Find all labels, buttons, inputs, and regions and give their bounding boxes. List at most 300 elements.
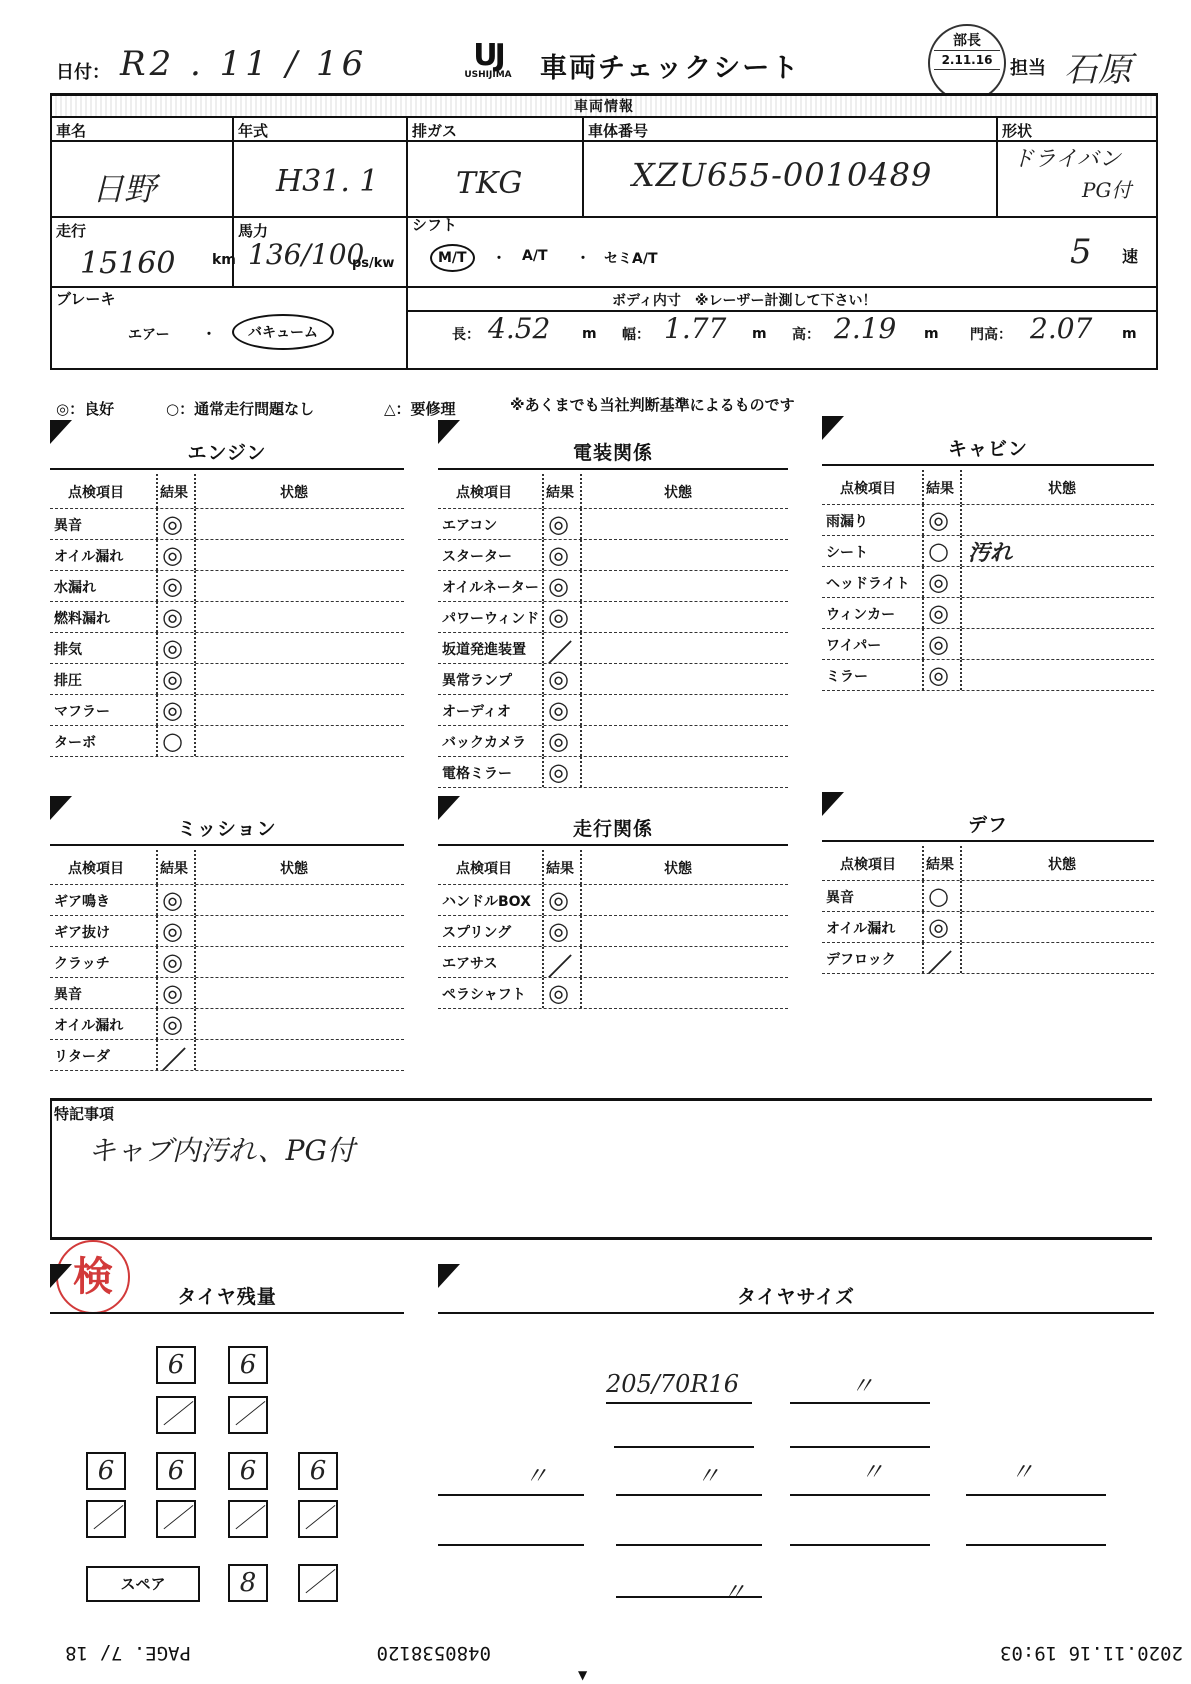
feed-marker-icon: ▼ — [578, 1668, 588, 1682]
result-mark: ◎ — [928, 912, 949, 941]
cabin-header — [822, 438, 1154, 466]
cabin-row — [822, 567, 1154, 598]
height-value: 2.19 — [834, 312, 897, 345]
result-mark: ○ — [162, 726, 183, 755]
inspection-item-label: オイル漏れ — [826, 921, 896, 937]
column-result: 結果 — [160, 485, 188, 501]
tire-size-line-6 — [616, 1494, 762, 1496]
result-mark: ◎ — [162, 885, 183, 914]
result-cell — [922, 567, 962, 597]
tire-rear-inner-2-value: ／ — [162, 1504, 189, 1534]
result-cell — [542, 509, 582, 539]
result-mark: ◎ — [162, 978, 183, 1007]
result-mark: ◎ — [548, 916, 569, 945]
tire-size-line-7 — [790, 1494, 930, 1496]
mission-row — [50, 978, 404, 1009]
tire-front-left — [156, 1346, 196, 1384]
inspection-item-label: ギア鳴き — [54, 894, 110, 910]
tire-size-line-5 — [438, 1494, 584, 1496]
vehicle-info-table — [50, 93, 1158, 370]
running-header — [438, 818, 788, 846]
running-row — [438, 978, 788, 1009]
height-unit: m — [924, 326, 939, 342]
tire-rear-inner-2 — [156, 1500, 196, 1538]
tire-rear-1 — [86, 1452, 126, 1490]
mission-row — [50, 1040, 404, 1074]
engine-table — [50, 474, 404, 757]
vehicle-name-label: 車名 — [56, 122, 87, 140]
tire-remaining-header — [50, 1286, 404, 1314]
tire-front-left-inner-value: ／ — [162, 1400, 189, 1430]
running-row — [438, 916, 788, 947]
column-result-cell — [922, 470, 962, 504]
date-value: R2 . 11 / 16 — [120, 44, 368, 84]
cabin-table — [822, 470, 1154, 691]
result-cell — [156, 916, 196, 946]
tire-size-spare: 〃 — [722, 1578, 746, 1606]
result-cell — [156, 726, 196, 756]
running-table — [438, 850, 788, 1009]
tire-rear-inner-1-value: ／ — [92, 1504, 119, 1534]
tanto-value: 石原 — [1064, 50, 1132, 90]
result-mark: ◎ — [548, 602, 569, 631]
shape-value: ドライバン — [1012, 147, 1121, 172]
diff-table-header — [822, 846, 1154, 881]
result-cell — [542, 947, 582, 981]
result-cell — [922, 912, 962, 942]
electrical-row — [438, 602, 788, 633]
result-mark: ◎ — [928, 629, 949, 658]
shape-option: PG付 — [1082, 178, 1132, 202]
mission-row — [50, 916, 404, 947]
column-status: 状態 — [1048, 857, 1076, 873]
tire-spare-1 — [228, 1564, 268, 1602]
inspection-stamp: 検 — [56, 1240, 130, 1314]
ushijima-logo — [452, 38, 524, 80]
inspection-item-label: ギア抜け — [54, 925, 110, 941]
cabin-table-header — [822, 470, 1154, 505]
result-mark: ◎ — [162, 916, 183, 945]
status-note: 汚れ — [968, 540, 1013, 566]
vehicle-section-title: 車両情報 — [52, 96, 1156, 116]
inspection-item-label: オイル漏れ — [54, 549, 124, 565]
tire-size-title: タイヤサイズ — [736, 1286, 856, 1308]
result-mark: ◎ — [162, 1009, 183, 1038]
chassis-label: 車体番号 — [588, 122, 649, 140]
mission-title: ミッション — [177, 818, 277, 840]
inspection-item-label: 水漏れ — [54, 580, 96, 596]
tire-front-right-inner-value: ／ — [234, 1400, 261, 1430]
column-result-cell — [922, 846, 962, 880]
inspection-item-label: クラッチ — [54, 956, 110, 972]
column-result: 結果 — [160, 861, 188, 877]
year-value: H31. 1 — [276, 164, 379, 199]
height-label: 高： — [792, 327, 820, 343]
engine-row — [50, 571, 404, 602]
result-cell — [922, 536, 962, 566]
tire-size-line-10 — [616, 1544, 762, 1546]
inspection-item-label: スプリング — [442, 925, 512, 941]
electrical-header — [438, 442, 788, 470]
electrical-title: 電装関係 — [572, 442, 653, 464]
tire-spare-1-value: 8 — [239, 1568, 257, 1598]
result-mark: ◎ — [162, 633, 183, 662]
result-mark: ／ — [548, 952, 572, 981]
column-item: 点検項目 — [456, 861, 512, 877]
inspection-item-label: 雨漏り — [826, 514, 868, 530]
column-item: 点検項目 — [68, 485, 124, 501]
tire-size-line-11 — [790, 1544, 930, 1546]
gears-unit: 速 — [1122, 247, 1139, 266]
fax-datetime: 2020.11.16 19:03 — [999, 1642, 1183, 1664]
result-cell — [542, 695, 582, 725]
tire-size-rear-4: 〃 — [1010, 1458, 1034, 1486]
result-cell — [156, 947, 196, 977]
inspection-item-label: 異音 — [826, 890, 854, 906]
column-status: 状態 — [664, 485, 692, 501]
inspection-item-label: 電格ミラー — [442, 766, 512, 782]
column-status: 状態 — [664, 861, 692, 877]
tire-size-line-2 — [790, 1402, 930, 1404]
tire-size-rear-1: 〃 — [524, 1462, 548, 1490]
inspection-item-label: バックカメラ — [442, 735, 526, 751]
stamp-date: 2.11.16 — [934, 50, 1000, 70]
electrical-row — [438, 540, 788, 571]
vehicle-name-value: 日野 — [92, 170, 157, 208]
tire-rear-2-value: 6 — [167, 1456, 185, 1486]
result-mark: ◎ — [928, 567, 949, 596]
column-result: 結果 — [926, 481, 954, 497]
tire-rear-4-value: 6 — [309, 1456, 327, 1486]
inspection-item-label: 燃料漏れ — [54, 611, 110, 627]
result-mark: ／ — [548, 638, 572, 667]
result-cell — [922, 598, 962, 628]
manager-stamp — [928, 24, 1006, 102]
electrical-row — [438, 726, 788, 757]
inspection-item-label: デフロック — [826, 952, 896, 968]
running-row — [438, 947, 788, 981]
shift-at: A/T — [522, 248, 548, 264]
result-cell — [542, 885, 582, 915]
logo-text: USHIJIMA — [464, 70, 512, 80]
inspection-item-label: 排気 — [54, 642, 82, 658]
legend-ok: ○：通常走行問題なし — [166, 400, 315, 418]
tire-rear-inner-4 — [298, 1500, 338, 1538]
column-result-cell — [542, 850, 582, 884]
body-dim-label: ボディ内寸 ※レーザー計測して下さい！ — [612, 293, 877, 309]
result-cell — [542, 540, 582, 570]
tire-rear-1-value: 6 — [97, 1456, 115, 1486]
length-value: 4.52 — [488, 312, 551, 345]
brake-label: ブレーキ — [56, 290, 116, 308]
result-mark: ◎ — [928, 505, 949, 534]
engine-row — [50, 509, 404, 540]
result-mark: ◎ — [548, 664, 569, 693]
tire-rear-3-value: 6 — [239, 1456, 257, 1486]
engine-row — [50, 695, 404, 726]
remarks-text: キャブ内汚れ、PG付 — [88, 1134, 355, 1167]
inspection-item-label: ワイパー — [826, 638, 882, 654]
remarks-label: 特記事項 — [54, 1105, 115, 1123]
engine-row — [50, 633, 404, 664]
column-item: 点検項目 — [68, 861, 124, 877]
power-value: 136/100 — [248, 238, 365, 271]
diff-row — [822, 912, 1154, 943]
result-mark: ◎ — [162, 540, 183, 569]
result-cell — [922, 505, 962, 535]
tire-rear-inner-4-value: ／ — [304, 1504, 331, 1534]
result-cell — [156, 602, 196, 632]
mission-header — [50, 818, 404, 846]
engine-row — [50, 540, 404, 571]
result-mark: ◎ — [162, 664, 183, 693]
mission-row — [50, 947, 404, 978]
result-cell — [542, 633, 582, 667]
spare-label: スペア — [86, 1566, 200, 1602]
electrical-row — [438, 757, 788, 788]
inspection-item-label: 異音 — [54, 987, 82, 1003]
tire-remaining-title: タイヤ残量 — [177, 1286, 277, 1308]
result-mark: ◎ — [928, 598, 949, 627]
result-mark: ◎ — [162, 947, 183, 976]
engine-row — [50, 602, 404, 633]
door-height-label: 門高： — [970, 327, 1012, 343]
result-mark: ／ — [162, 1045, 186, 1074]
tire-front-right-value: 6 — [239, 1350, 257, 1380]
tire-size-line-3 — [614, 1446, 754, 1448]
brake-vacuum-selected: バキューム — [232, 314, 334, 350]
power-label: 馬力 — [238, 222, 269, 240]
year-label: 年式 — [238, 122, 269, 140]
power-unit: ps/kw — [352, 256, 395, 271]
column-item: 点検項目 — [456, 485, 512, 501]
legend-repair: △：要修理 — [384, 400, 456, 418]
tanto-label: 担当 — [1010, 58, 1046, 79]
tire-size-line-1 — [606, 1402, 752, 1404]
result-mark: ◎ — [548, 757, 569, 786]
inspection-item-label: リターダ — [54, 1049, 110, 1065]
tire-rear-2 — [156, 1452, 196, 1490]
tire-size-front-right: 〃 — [850, 1372, 874, 1400]
diff-header — [822, 814, 1154, 842]
shift-semi-at: セミA/T — [604, 251, 658, 267]
result-cell — [542, 726, 582, 756]
inspection-item-label: ハンドルBOX — [442, 894, 531, 910]
inspection-item-label: ヘッドライト — [826, 576, 910, 592]
result-cell — [156, 509, 196, 539]
date-label: 日付： — [56, 62, 110, 83]
gears-value: 5 — [1070, 232, 1092, 272]
result-cell — [922, 943, 962, 977]
inspection-item-label: パワーウィンド — [442, 611, 540, 627]
mileage-label: 走行 — [56, 222, 87, 240]
result-cell — [922, 660, 962, 690]
result-cell — [156, 540, 196, 570]
column-result: 結果 — [546, 861, 574, 877]
result-cell — [156, 695, 196, 725]
electrical-row — [438, 664, 788, 695]
inspection-item-label: オイルネーター — [442, 580, 539, 596]
cabin-row — [822, 629, 1154, 660]
column-status: 状態 — [280, 485, 308, 501]
column-result: 結果 — [926, 857, 954, 873]
inspection-item-label: 異常ランプ — [442, 673, 512, 689]
inspection-item-label: オーディオ — [442, 704, 511, 720]
engine-title: エンジン — [187, 442, 267, 464]
exhaust-value: TKG — [456, 166, 523, 201]
mission-table-header — [50, 850, 404, 885]
result-cell — [542, 916, 582, 946]
diff-row — [822, 943, 1154, 977]
tire-spare-2 — [298, 1564, 338, 1602]
electrical-table-header — [438, 474, 788, 509]
tire-rear-3 — [228, 1452, 268, 1490]
inspection-item-label: エアコン — [442, 518, 498, 534]
inspection-item-label: ミラー — [826, 669, 868, 685]
result-mark: ◎ — [162, 602, 183, 631]
column-status: 状態 — [280, 861, 308, 877]
inspection-item-label: スターター — [442, 549, 512, 565]
exhaust-label: 排ガス — [412, 122, 458, 140]
tire-front-left-value: 6 — [167, 1350, 185, 1380]
result-mark: ◎ — [928, 660, 949, 689]
door-height-unit: m — [1122, 326, 1137, 342]
diff-title: デフ — [967, 814, 1008, 836]
result-mark: ／ — [928, 948, 952, 977]
result-cell — [156, 978, 196, 1008]
shape-label: 形状 — [1002, 122, 1033, 140]
tire-size-line-13 — [616, 1596, 762, 1598]
inspection-item-label: シート — [826, 545, 868, 561]
mileage-unit: km — [212, 252, 236, 268]
diff-table — [822, 846, 1154, 977]
result-mark: ◎ — [162, 571, 183, 600]
result-cell — [922, 881, 962, 911]
result-mark: ◎ — [162, 509, 183, 538]
brake-air: エアー — [128, 327, 170, 343]
mission-row — [50, 1009, 404, 1040]
inspection-item-label: ウィンカー — [826, 607, 896, 623]
tire-rear-inner-3-value: ／ — [234, 1504, 261, 1534]
result-cell — [542, 664, 582, 694]
running-row — [438, 885, 788, 916]
result-mark: ◎ — [548, 695, 569, 724]
column-result-cell — [156, 850, 196, 884]
electrical-row — [438, 571, 788, 602]
tire-front-right — [228, 1346, 268, 1384]
result-cell — [156, 1009, 196, 1039]
column-item: 点検項目 — [840, 481, 896, 497]
result-mark: ◎ — [548, 509, 569, 538]
tire-size-line-9 — [438, 1544, 584, 1546]
result-cell — [542, 602, 582, 632]
result-cell — [542, 757, 582, 787]
legend-note: ※あくまでも当社判断基準によるものです — [510, 396, 795, 414]
inspection-item-label: オイル漏れ — [54, 1018, 124, 1034]
stamp-role: 部長 — [953, 33, 981, 49]
electrical-row — [438, 509, 788, 540]
result-mark: ◎ — [548, 726, 569, 755]
column-result-cell — [156, 474, 196, 508]
column-item: 点検項目 — [840, 857, 896, 873]
engine-header — [50, 442, 404, 470]
result-cell — [542, 571, 582, 601]
tire-spare-2-value: ／ — [304, 1568, 331, 1598]
inspection-item-label: 異音 — [54, 518, 82, 534]
result-cell — [156, 885, 196, 915]
tire-front-left-inner — [156, 1396, 196, 1434]
cabin-row — [822, 536, 1154, 567]
column-result: 結果 — [546, 485, 574, 501]
tire-front-right-inner — [228, 1396, 268, 1434]
electrical-row — [438, 695, 788, 726]
cabin-row — [822, 505, 1154, 536]
result-cell — [542, 978, 582, 1008]
fax-footer — [0, 1638, 1191, 1668]
page-title: 車両チェックシート — [540, 53, 801, 84]
result-mark: ◎ — [548, 885, 569, 914]
brake-sep: ・ — [202, 327, 216, 343]
length-unit: m — [582, 326, 597, 342]
tire-size-line-4 — [790, 1446, 930, 1448]
engine-table-header — [50, 474, 404, 509]
cabin-row — [822, 598, 1154, 629]
door-height-value: 2.07 — [1030, 312, 1093, 345]
shift-sep-2: ・ — [576, 251, 590, 267]
diff-row — [822, 881, 1154, 912]
engine-row — [50, 664, 404, 695]
chassis-value: XZU655-0010489 — [632, 156, 933, 194]
column-result-cell — [542, 474, 582, 508]
tire-rear-4 — [298, 1452, 338, 1490]
tire-size-header — [438, 1286, 1154, 1314]
result-cell — [156, 571, 196, 601]
result-cell — [156, 664, 196, 694]
tire-size-front-left: 205/70R16 — [606, 1370, 740, 1398]
result-mark: ○ — [928, 536, 949, 565]
tire-size-line-12 — [966, 1544, 1106, 1546]
inspection-item-label: ターボ — [54, 735, 96, 751]
tire-size-rear-2: 〃 — [696, 1462, 720, 1490]
cabin-title: キャビン — [947, 438, 1028, 460]
result-mark: ◎ — [548, 540, 569, 569]
result-cell — [156, 633, 196, 663]
result-mark: ○ — [928, 881, 949, 910]
inspection-item-label: 坂道発進装置 — [442, 642, 526, 658]
inspection-item-label: ペラシャフト — [442, 987, 526, 1003]
column-status: 状態 — [1048, 481, 1076, 497]
shift-sep-1: ・ — [492, 251, 506, 267]
legend-good: ◎：良好 — [56, 400, 115, 418]
shift-label: シフト — [412, 216, 458, 234]
result-mark: ◎ — [162, 695, 183, 724]
width-label: 幅： — [622, 327, 650, 343]
fax-number: 0480538120 — [376, 1642, 491, 1664]
tire-rear-inner-3 — [228, 1500, 268, 1538]
shift-mt-selected: M/T — [430, 244, 475, 272]
mission-row — [50, 885, 404, 916]
result-cell — [156, 1040, 196, 1074]
running-title: 走行関係 — [572, 818, 653, 840]
mission-table — [50, 850, 404, 1074]
mileage-value: 15160 — [80, 246, 176, 281]
result-cell — [922, 629, 962, 659]
result-mark: ◎ — [548, 978, 569, 1007]
logo-mark: UJ — [473, 38, 503, 73]
running-table-header — [438, 850, 788, 885]
width-value: 1.77 — [664, 312, 727, 345]
electrical-row — [438, 633, 788, 667]
